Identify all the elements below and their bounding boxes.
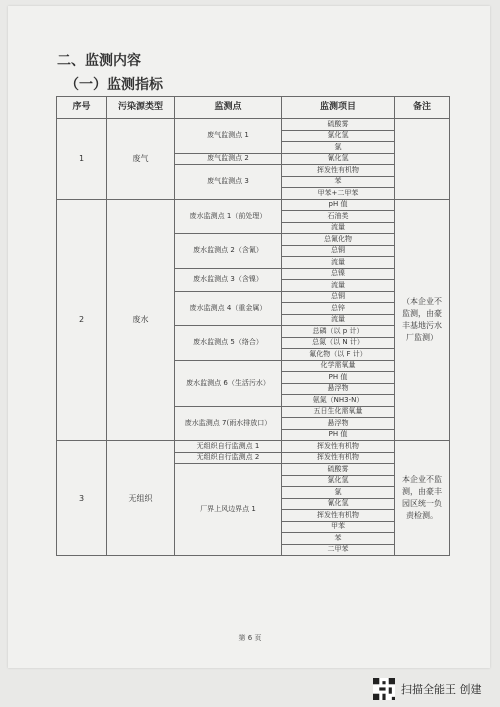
monitoring-table: [56, 96, 450, 556]
cell-monitoring-item: 总氰化物: [282, 234, 395, 246]
cell-monitoring-item: 总氮（以 N 计）: [282, 337, 395, 349]
cell-no: 2: [57, 199, 107, 441]
cell-monitoring-point: 废水监测点 1（前处理）: [175, 199, 282, 234]
table-header-row: [57, 97, 450, 119]
cell-monitoring-item: 挥发性有机物: [282, 165, 395, 177]
cell-monitoring-item: 悬浮物: [282, 383, 395, 395]
cell-monitoring-point: 废水监测点 6（生活污水）: [175, 360, 282, 406]
cell-source-type: 废水: [107, 199, 175, 441]
cell-monitoring-item: 流量: [282, 314, 395, 326]
cell-monitoring-item: 挥发性有机物: [282, 510, 395, 522]
cell-monitoring-item: 流量: [282, 280, 395, 292]
cell-monitoring-item: 二甲苯: [282, 544, 395, 556]
cell-monitoring-item: 石油类: [282, 211, 395, 223]
cell-monitoring-item: 氯化氢: [282, 475, 395, 487]
cell-monitoring-item: 氯化氢: [282, 130, 395, 142]
table-row: [57, 199, 450, 211]
scanner-label: 扫描全能王 创建: [401, 683, 482, 696]
cell-monitoring-item: 流量: [282, 257, 395, 269]
cell-monitoring-item: 苯: [282, 176, 395, 188]
qr-code-icon: [373, 678, 395, 700]
cell-remark: [395, 119, 450, 200]
cell-monitoring-item: pH 值: [282, 199, 395, 211]
cell-monitoring-point: 厂界上风边界点 1: [175, 464, 282, 556]
cell-no: 1: [57, 119, 107, 200]
subsection-heading: （一）监测指标: [65, 77, 163, 93]
cell-monitoring-item: PH 值: [282, 372, 395, 384]
cell-monitoring-item: 硫酸雾: [282, 119, 395, 131]
cell-monitoring-point: 废水监测点 5（络合）: [175, 326, 282, 361]
cell-remark: （本企业不监测，由豪丰基地污水厂监测）: [395, 199, 450, 441]
cell-monitoring-item: 氟化物（以 F 计）: [282, 349, 395, 361]
cell-monitoring-item: 挥发性有机物: [282, 441, 395, 453]
cell-monitoring-item: 氯: [282, 142, 395, 154]
header-remark: 备注: [395, 97, 450, 119]
cell-monitoring-item: 甲苯: [282, 521, 395, 533]
cell-monitoring-point: 废水监测点 2（含氰）: [175, 234, 282, 269]
cell-monitoring-item: 流量: [282, 222, 395, 234]
cell-monitoring-item: 氨氮（NH3-N）: [282, 395, 395, 407]
cell-monitoring-item: 挥发性有机物: [282, 452, 395, 464]
cell-monitoring-item: 总磷（以 p 计）: [282, 326, 395, 338]
header-no: 序号: [57, 97, 107, 119]
cell-monitoring-item: 氰化氢: [282, 153, 395, 165]
cell-monitoring-item: PH 值: [282, 429, 395, 441]
cell-monitoring-point: 废气监测点 3: [175, 165, 282, 200]
table-row: [57, 119, 450, 131]
cell-monitoring-item: 悬浮物: [282, 418, 395, 430]
header-source-type: 污染源类型: [107, 97, 175, 119]
scanner-watermark: [373, 678, 482, 700]
page-number: 第 6 页: [238, 634, 262, 642]
cell-monitoring-item: 甲苯+二甲苯: [282, 188, 395, 200]
header-monitoring-point: 监测点: [175, 97, 282, 119]
header-monitoring-item: 监测项目: [282, 97, 395, 119]
cell-monitoring-item: 总铜: [282, 245, 395, 257]
cell-monitoring-point: 废水监测点 3（含镍）: [175, 268, 282, 291]
cell-monitoring-point: 无组织自行监测点 1: [175, 441, 282, 453]
cell-monitoring-item: 五日生化需氧量: [282, 406, 395, 418]
cell-monitoring-point: 废水监测点 4（重金属）: [175, 291, 282, 326]
cell-source-type: 废气: [107, 119, 175, 200]
cell-monitoring-item: 氯: [282, 487, 395, 499]
cell-monitoring-point: 无组织自行监测点 2: [175, 452, 282, 464]
cell-monitoring-item: 总镍: [282, 268, 395, 280]
table-row: [57, 441, 450, 453]
cell-monitoring-point: 废气监测点 2: [175, 153, 282, 165]
cell-monitoring-point: 废气监测点 1: [175, 119, 282, 154]
cell-no: 3: [57, 441, 107, 556]
cell-monitoring-item: 苯: [282, 533, 395, 545]
cell-monitoring-item: 硫酸雾: [282, 464, 395, 476]
cell-monitoring-item: 化学需氧量: [282, 360, 395, 372]
cell-remark: 本企业不监测，由豪丰园区统一负责检测。: [395, 441, 450, 556]
cell-source-type: 无组织: [107, 441, 175, 556]
cell-monitoring-item: 氰化氢: [282, 498, 395, 510]
cell-monitoring-item: 总锌: [282, 303, 395, 315]
cell-monitoring-item: 总铜: [282, 291, 395, 303]
section-heading: 二、监测内容: [57, 53, 141, 69]
cell-monitoring-point: 废水监测点 7(雨水排放口）: [175, 406, 282, 441]
